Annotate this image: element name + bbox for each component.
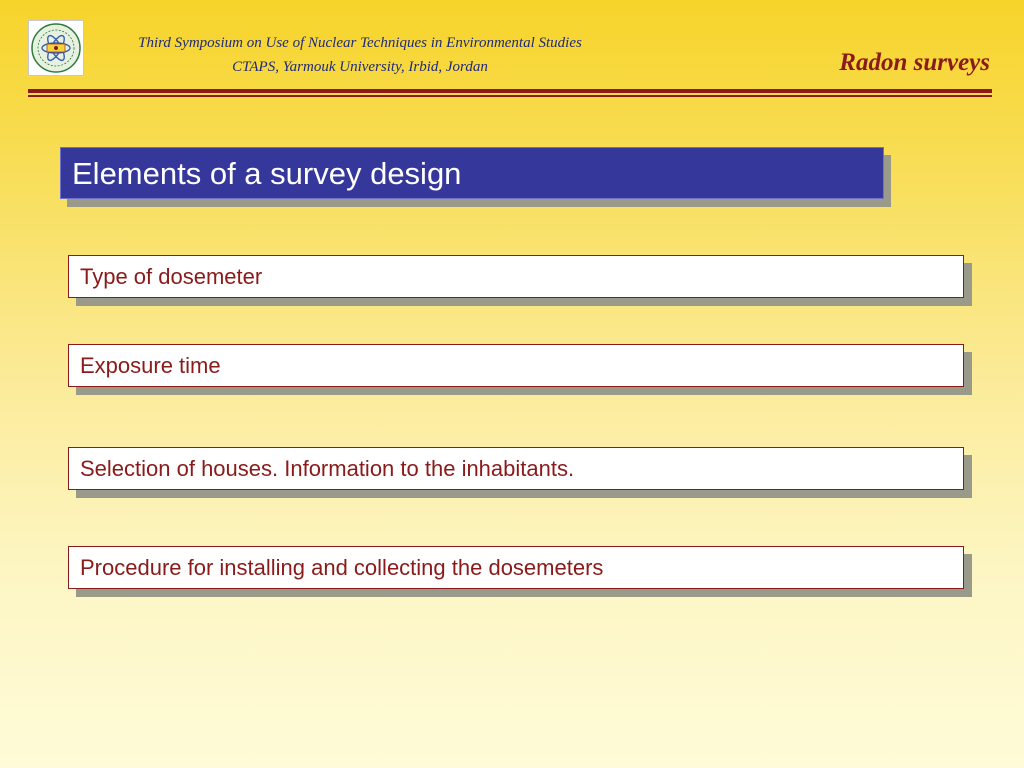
symposium-title: Third Symposium on Use of Nuclear Techniques in Environmental Studies bbox=[138, 35, 582, 51]
slide-title: Elements of a survey design bbox=[60, 147, 884, 199]
list-item-dosemeter-type: Type of dosemeter bbox=[68, 255, 964, 298]
list-item-house-selection: Selection of houses. Information to the inhabitants. bbox=[68, 447, 964, 490]
symposium-venue: CTAPS, Yarmouk University, Irbid, Jordan bbox=[232, 59, 488, 75]
ctaps-logo-icon bbox=[28, 20, 84, 76]
header-divider-thin bbox=[28, 95, 992, 97]
section-title: Radon surveys bbox=[839, 49, 990, 76]
list-item-exposure-time: Exposure time bbox=[68, 344, 964, 387]
header-divider-thick bbox=[28, 89, 992, 93]
list-item-installation-procedure: Procedure for installing and collecting the dosemeters bbox=[68, 546, 964, 589]
